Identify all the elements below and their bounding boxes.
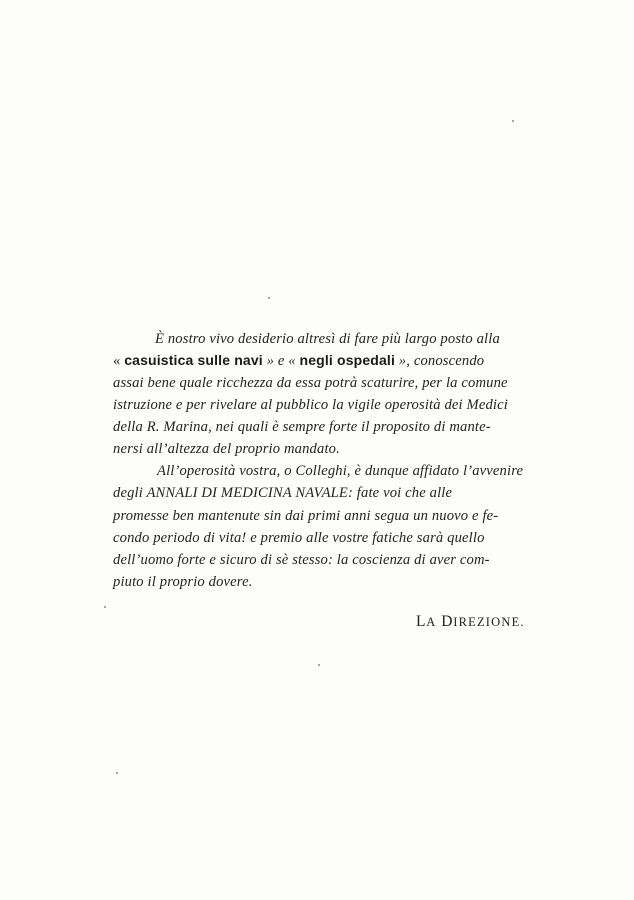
emphasis-casuistica: casuistica sulle navi [124, 352, 263, 368]
emphasis-ospedali: negli ospedali [299, 352, 395, 368]
text-line: nersi all’altezza del proprio mandato. [113, 441, 340, 457]
text-line [113, 353, 484, 369]
quote-open: « [113, 353, 125, 369]
text-line: È nostro vivo desiderio altresì di fare più largo posto alla [155, 331, 500, 347]
scan-speck [512, 120, 514, 122]
text-line: All’operosità vostra, o Colleghi, è dunque affidato l’avvenire [157, 463, 524, 479]
scan-speck [318, 664, 320, 666]
text-fragment: », conoscendo [394, 353, 485, 369]
text-line: della R. Marina, nei quali è sempre forte il proposito di mante- [113, 419, 491, 435]
signature-initial: D [441, 613, 454, 630]
text-line: assai bene quale ricchezza da essa potrà scaturire, per la comune [113, 375, 508, 391]
text-line: piuto il proprio dovere. [113, 574, 253, 590]
signature-initial: L [416, 613, 427, 630]
scan-speck [268, 297, 270, 299]
signature-smallcaps: A [426, 615, 437, 629]
signature-la-direzione [416, 613, 525, 631]
scan-speck [116, 772, 118, 774]
text-fragment: » e « [262, 353, 300, 369]
text-line: degli ANNALI DI MEDICINA NAVALE: fate voi che alle [113, 485, 453, 501]
text-line: dell’uomo forte e sicuro di sè stesso: la coscienza di aver com- [113, 552, 490, 568]
text-line: promesse ben mantenute sin dai primi anni segua un nuovo e fe- [113, 508, 499, 524]
text-line: istruzione e per rivelare al pubblico la vigile operosità dei Medici [113, 397, 508, 413]
text-line: condo periodo di vita! e premio alle vostre fatiche sarà quello [113, 530, 485, 546]
signature-smallcaps: IREZIONE. [453, 615, 525, 629]
scan-speck [104, 606, 106, 608]
